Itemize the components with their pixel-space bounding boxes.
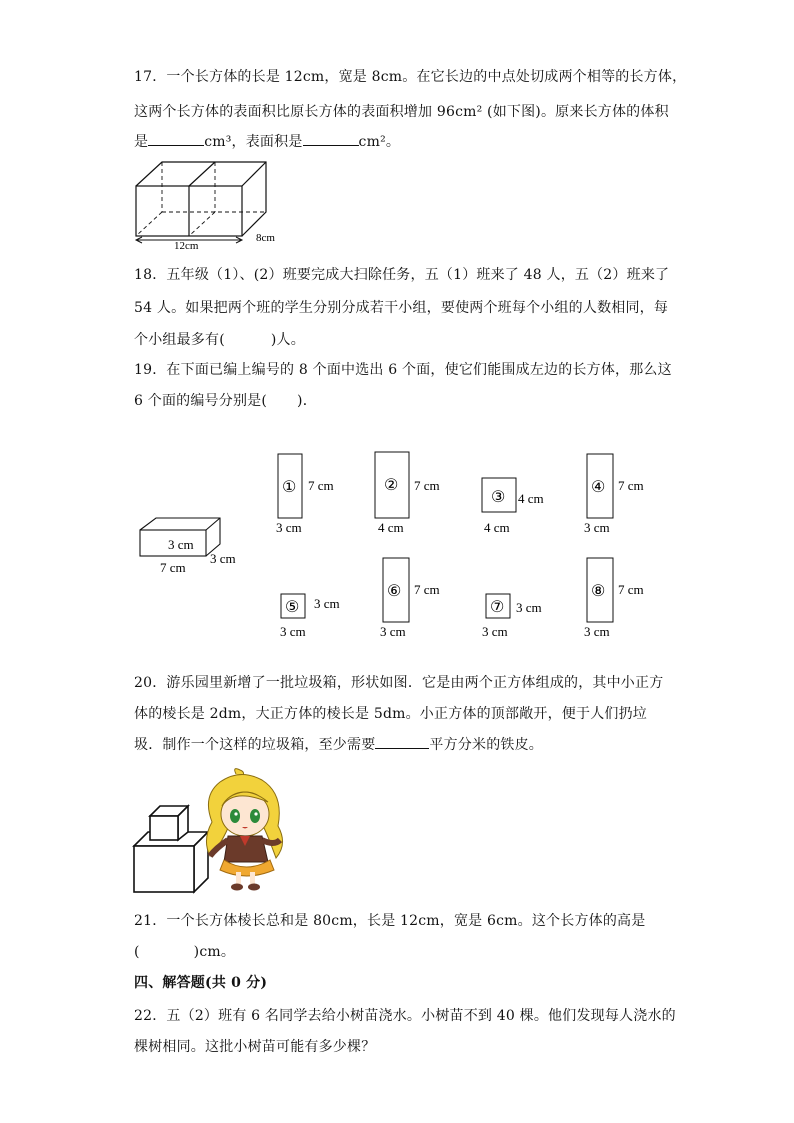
q18-line3 (134, 329, 305, 349)
q19-face-6-bottom: 3 cm (380, 624, 406, 639)
q19-cuboid-length-label: 7 cm (160, 560, 186, 575)
q19-face-5-number: ⑤ (285, 599, 300, 616)
q19-cuboid-depth-label: 3 cm (210, 551, 236, 566)
q19-face-3-number: ③ (491, 489, 506, 506)
q20-text-a: 圾．制作一个这样的垃圾箱，至少需要 (134, 737, 376, 753)
q19-face-2 (375, 452, 440, 535)
q17-length-label: 12cm (174, 240, 199, 250)
q19-face-2-side: 7 cm (414, 478, 440, 493)
q19-face-1-bottom: 3 cm (276, 520, 302, 535)
q19-line1: 19．在下面已编上编号的 8 个面中选出 6 个面，使它们能围成左边的长方体，那么这 (134, 362, 672, 378)
q19-face-7 (482, 594, 542, 639)
q19-face-6-side: 7 cm (414, 582, 440, 597)
q17-area-blank[interactable] (303, 131, 359, 146)
q19-face-2-number: ② (384, 477, 399, 494)
q19-face-6 (380, 558, 440, 639)
small-cube (150, 806, 188, 840)
q19-face-7-bottom: 3 cm (482, 624, 508, 639)
q17-cuboid-figure (130, 156, 290, 250)
cartoon-girl-illustration (206, 769, 282, 891)
q17-text-b: cm³，表面积是 (204, 134, 303, 150)
q17-width-label: 8cm (256, 232, 275, 244)
q21-line1: 21．一个长方体棱长总和是 80cm，长是 12cm，宽是 6cm。这个长方体的高是 (134, 913, 646, 929)
q17-text-c: cm²。 (358, 134, 401, 150)
q19-face-4-bottom: 3 cm (584, 520, 610, 535)
q19-face-7-number: ⑦ (490, 599, 505, 616)
q19-face-8-side: 7 cm (618, 582, 644, 597)
q17-line3 (134, 131, 400, 151)
q19-face-4-side: 7 cm (618, 478, 644, 493)
q19-face-4 (584, 454, 644, 535)
q18-text-b: )人。 (270, 332, 305, 348)
q19-face-1-side: 7 cm (308, 478, 334, 493)
q19-faces-figure (134, 440, 664, 645)
q17-line1: 17．一个长方体的长是 12cm，宽是 8cm。在它长边的中点处切成两个相等的长方体， (134, 69, 687, 85)
q21-text-b: )cm。 (193, 944, 236, 960)
q18-line2: 54 人。如果把两个班的学生分别分成若干小组，要使两个班每个小组的人数相同，每 (134, 300, 669, 316)
q19-face-1 (276, 454, 334, 535)
q19-face-6-number: ⑥ (387, 583, 402, 600)
q18-line1: 18．五年级（1）、(2）班要完成大扫除任务，五（1）班来了 48 人，五（2）班来了 (134, 267, 670, 283)
q19-cuboid-front-label: 3 cm (168, 537, 194, 552)
q20-trash-bin-figure (128, 766, 308, 896)
q22-line1: 22．五（2）班有 6 名同学去给小树苗浇水。小树苗不到 40 棵。他们发现每人浇水的 (134, 1008, 676, 1024)
q19-line2 (134, 390, 317, 410)
q22-line2: 棵树相同。这批小树苗可能有多少棵？ (134, 1039, 376, 1055)
q19-face-4-number: ④ (591, 479, 606, 496)
q19-face-5-bottom: 3 cm (280, 624, 306, 639)
q17-text-a: 是 (134, 134, 149, 150)
q19-face-1-number: ① (282, 479, 297, 496)
q17-line2: 这两个长方体的表面积比原长方体的表面积增加 96cm² (如下图)。原来长方体的体积 (134, 104, 669, 120)
q21-line2 (134, 941, 235, 961)
q19-face-8 (584, 558, 644, 639)
q19-face-5 (280, 594, 340, 639)
q19-text-b: )． (297, 393, 317, 409)
q21-text-a: ( (134, 944, 140, 960)
q19-face-2-bottom: 4 cm (378, 520, 404, 535)
big-cube (134, 832, 208, 892)
q20-line3 (134, 734, 543, 754)
q17-volume-blank[interactable] (148, 131, 204, 146)
q19-text-a: 6 个面的编号分别是( (134, 393, 268, 409)
q20-answer-blank[interactable] (375, 734, 429, 749)
q19-face-5-side: 3 cm (314, 596, 340, 611)
q19-face-8-bottom: 3 cm (584, 624, 610, 639)
section-4-title: 四、解答题(共 0 分) (134, 975, 268, 991)
q20-line1: 20．游乐园里新增了一批垃圾箱，形状如图．它是由两个正方体组成的，其中小正方 (134, 675, 664, 691)
q19-face-8-number: ⑧ (591, 583, 606, 600)
q19-face-3 (482, 478, 544, 535)
q18-text-a: 个小组最多有( (134, 332, 225, 348)
q20-text-b: 平方分米的铁皮。 (429, 737, 544, 753)
q20-line2: 体的棱长是 2dm，大正方体的棱长是 5dm。小正方体的顶部敞开，便于人们扔垃 (134, 706, 647, 722)
q19-face-3-bottom: 4 cm (484, 520, 510, 535)
q19-face-7-side: 3 cm (516, 600, 542, 615)
q19-face-3-side: 4 cm (518, 491, 544, 506)
